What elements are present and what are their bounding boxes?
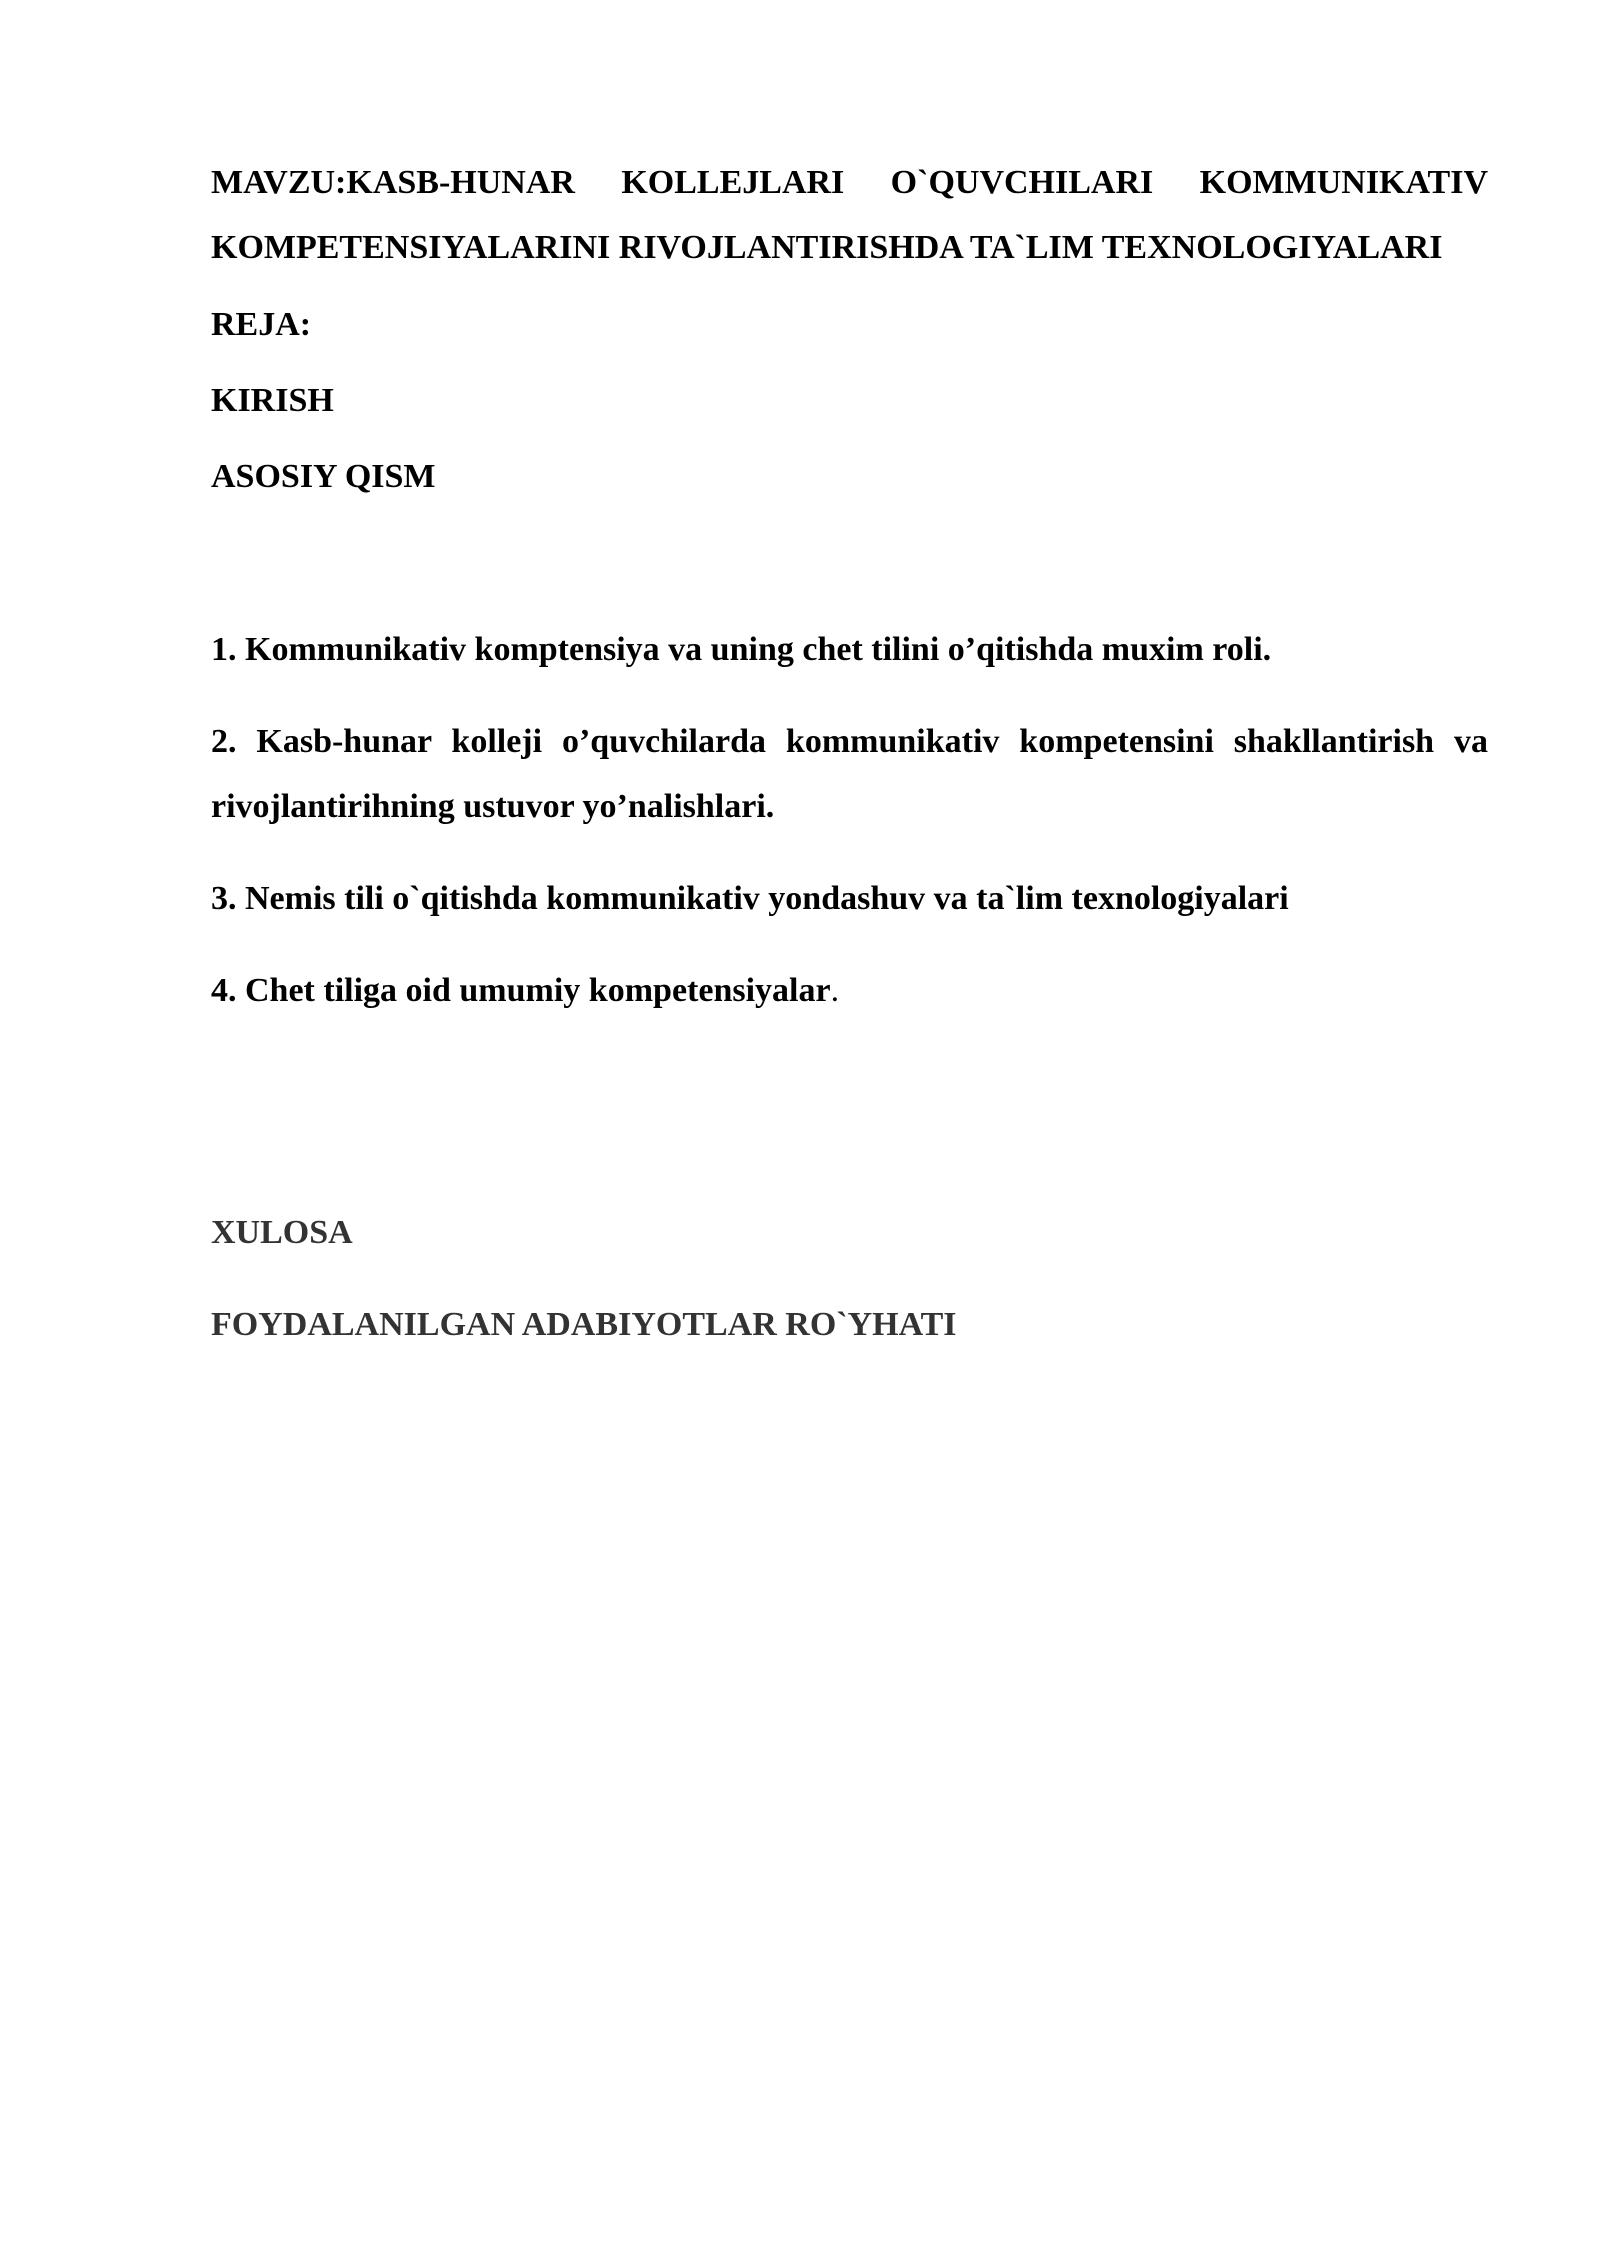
plan-item-4-text: 4. Chet tiliga oid umumiy kompetensiyalar (211, 972, 831, 1009)
plan-item-3: 3. Nemis tili o`qitishda kommunikativ yondashuv va ta`lim texnologiyalari (211, 880, 1289, 917)
intro-heading: KIRISH (211, 382, 334, 419)
plan-item-1: 1. Kommunikativ komptensiya va uning chet tilini o’qitishda muxim roli. (211, 631, 1272, 668)
plan-item-2: 2. Kasb-hunar kolleji o’quvchilarda kommunikativ kompetensini shakllantirish va rivojlantirihning ustuvor yo’nalishlari. (211, 723, 1488, 825)
plan-heading: REJA: (211, 306, 312, 343)
document-title: MAVZU:KASB-HUNAR KOLLEJLARI O`QUVCHILARI KOMMUNIKATIV KOMPETENSIYALARINI RIVOJLANTIRISHDA TA`LIM TEXNOLOGIYALARI (211, 164, 1488, 266)
plan-item-4-period: . (830, 972, 840, 1009)
plan-item-4 (211, 958, 1488, 1023)
main-part-heading: ASOSIY QISM (211, 458, 436, 495)
document-content (211, 150, 1488, 1357)
conclusion-heading: XULOSA (211, 1214, 353, 1251)
references-heading: FOYDALANILGAN ADABIYOTLAR RO`YHATI (211, 1306, 957, 1343)
